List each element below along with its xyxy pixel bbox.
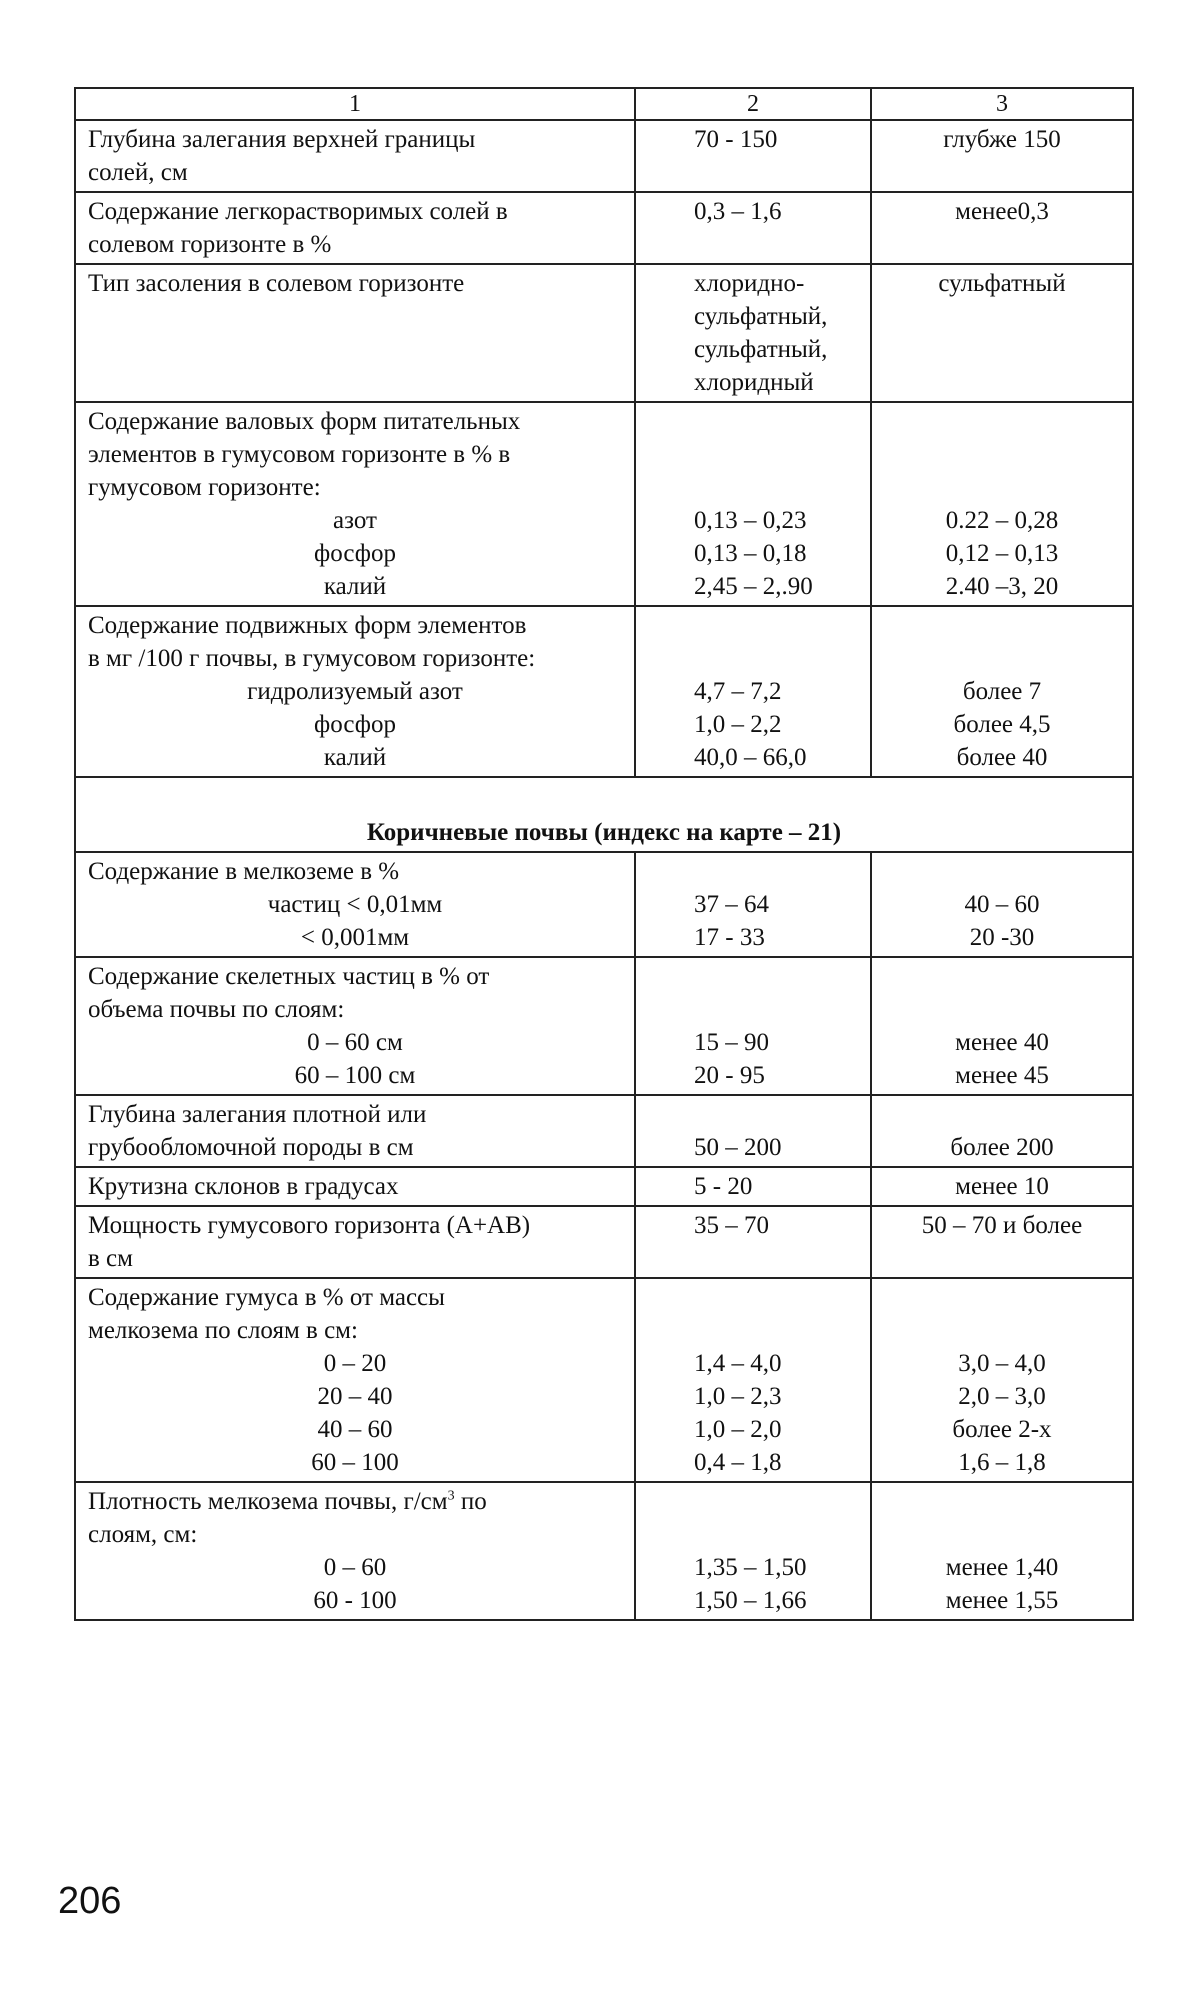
section-title: Коричневые почвы (индекс на карте – 21) xyxy=(75,777,1133,852)
cell-line: 40 – 60 xyxy=(964,891,1040,918)
value-cell-2 xyxy=(635,606,871,777)
table-row xyxy=(75,402,1133,606)
cell-line: 1,4 – 4,0 xyxy=(694,1350,782,1377)
cell-line: 3,0 – 4,0 xyxy=(958,1350,1046,1377)
parameter-cell xyxy=(75,852,635,957)
cell-line: 40,0 – 66,0 xyxy=(694,744,807,771)
cell-line: менее 1,55 xyxy=(945,1587,1059,1614)
parameter-cell xyxy=(75,1206,635,1278)
parameter-cell xyxy=(75,1095,635,1167)
label-text: по xyxy=(454,1488,487,1515)
soil-parameters-table xyxy=(74,87,1134,1621)
cell-line: Содержание подвижных форм элементов xyxy=(88,612,527,639)
header-cell: 2 xyxy=(635,88,871,120)
cell-line: 1,0 – 2,3 xyxy=(694,1383,782,1410)
cell-line: 1,35 – 1,50 xyxy=(694,1554,807,1581)
value-cell-3 xyxy=(871,1167,1133,1206)
table-row xyxy=(75,1095,1133,1167)
value-cell-3 xyxy=(871,264,1133,402)
cell-line xyxy=(694,1098,858,1131)
cell-line: менее 45 xyxy=(955,1062,1049,1089)
value-cell-2 xyxy=(635,402,871,606)
cell-line: 0,4 – 1,8 xyxy=(694,1449,782,1476)
cell-line: 2,45 – 2,.90 xyxy=(694,573,813,600)
cell-line xyxy=(694,609,858,642)
cell-line: 0,3 – 1,6 xyxy=(694,198,782,225)
parameter-cell xyxy=(75,192,635,264)
cell-line: элементов в гумусовом горизонте в % в xyxy=(88,441,511,468)
parameter-cell xyxy=(75,402,635,606)
section-header-row xyxy=(75,777,1133,852)
cell-line xyxy=(884,1314,1120,1347)
cell-line: 2.40 –3, 20 xyxy=(945,573,1059,600)
value-cell-2 xyxy=(635,1206,871,1278)
cell-line: 50 – 70 и более xyxy=(921,1212,1083,1239)
cell-line: Глубина залегания верхней границы xyxy=(88,126,476,153)
cell-line xyxy=(694,993,858,1026)
cell-line: более 40 xyxy=(956,744,1048,771)
cell-line: 60 – 100 xyxy=(311,1449,399,1476)
cell-line: более 2-х xyxy=(952,1416,1052,1443)
header-cell: 1 xyxy=(75,88,635,120)
cell-line: менее0,3 xyxy=(955,198,1049,225)
cell-line: Содержание легкорастворимых солей в xyxy=(88,198,508,225)
cell-line xyxy=(694,438,858,471)
cell-line: 60 - 100 xyxy=(313,1587,397,1614)
cell-line xyxy=(694,855,858,888)
table-row xyxy=(75,1278,1133,1482)
table-row xyxy=(75,120,1133,192)
cell-line: 15 – 90 xyxy=(694,1029,769,1056)
cell-line: 50 – 200 xyxy=(694,1134,782,1161)
value-cell-3 xyxy=(871,1206,1133,1278)
cell-line: Тип засоления в солевом горизонте xyxy=(88,270,465,297)
cell-line: слоям, см: xyxy=(88,1521,198,1548)
cell-line: хлоридный xyxy=(694,369,814,396)
cell-line xyxy=(884,609,1120,642)
cell-line: в см xyxy=(88,1245,133,1272)
cell-line xyxy=(884,1518,1120,1551)
value-cell-2 xyxy=(635,1278,871,1482)
parameter-cell xyxy=(75,606,635,777)
cell-line xyxy=(694,405,858,438)
cell-line xyxy=(694,642,858,675)
value-cell-2 xyxy=(635,192,871,264)
cell-line: 5 - 20 xyxy=(694,1173,753,1200)
cell-line xyxy=(694,1314,858,1347)
parameter-cell xyxy=(75,120,635,192)
cell-line: более 7 xyxy=(962,678,1042,705)
cell-line: Мощность гумусового горизонта (А+АВ) xyxy=(88,1212,531,1239)
cell-line: более 4,5 xyxy=(953,711,1051,738)
table-row xyxy=(75,1167,1133,1206)
value-cell-3 xyxy=(871,1095,1133,1167)
cell-line: мелкозема по слоям в см: xyxy=(88,1317,358,1344)
cell-line xyxy=(694,471,858,504)
cell-line: Содержание в мелкоземе в % xyxy=(88,858,400,885)
cell-line xyxy=(884,1281,1120,1314)
cell-line: Содержание гумуса в % от массы xyxy=(88,1284,445,1311)
cell-line: сульфатный, xyxy=(694,336,828,363)
value-cell-3 xyxy=(871,1482,1133,1620)
parameter-cell xyxy=(75,1167,635,1206)
table-row xyxy=(75,264,1133,402)
cell-line: солей, см xyxy=(88,159,188,186)
cell-line: 1,0 – 2,2 xyxy=(694,711,782,738)
cell-line: 37 – 64 xyxy=(694,891,769,918)
cell-line: частиц < 0,01мм xyxy=(267,891,443,918)
cell-line: 70 - 150 xyxy=(694,126,778,153)
header-cell: 3 xyxy=(871,88,1133,120)
cell-line xyxy=(884,1485,1120,1518)
cell-line: азот xyxy=(333,507,377,534)
cell-line: Крутизна склонов в градусах xyxy=(88,1173,399,1200)
page-number: 206 xyxy=(58,1880,122,1922)
cell-line: в мг /100 г почвы, в гумусовом горизонте: xyxy=(88,645,536,672)
cell-line: калий xyxy=(323,744,387,771)
cell-line: < 0,001мм xyxy=(300,924,410,951)
cell-line: менее 1,40 xyxy=(945,1554,1059,1581)
value-cell-2 xyxy=(635,1482,871,1620)
cell-line xyxy=(884,438,1120,471)
cell-line xyxy=(694,1485,858,1518)
value-cell-3 xyxy=(871,852,1133,957)
cell-line: сульфатный, xyxy=(694,303,828,330)
table-row xyxy=(75,1482,1133,1620)
cell-line: хлоридно- xyxy=(694,270,805,297)
cell-line: 60 – 100 см xyxy=(294,1062,416,1089)
header-row xyxy=(75,88,1133,120)
value-cell-3 xyxy=(871,606,1133,777)
cell-line xyxy=(884,993,1120,1026)
cell-line: сульфатный xyxy=(938,270,1066,297)
cell-line: 17 - 33 xyxy=(694,924,765,951)
value-cell-2 xyxy=(635,264,871,402)
parameter-cell xyxy=(75,264,635,402)
cell-line: 20 – 40 xyxy=(317,1383,393,1410)
cell-line: Содержание валовых форм питательных xyxy=(88,408,521,435)
value-cell-2 xyxy=(635,852,871,957)
cell-line: 20 - 95 xyxy=(694,1062,765,1089)
cell-line: 0.22 – 0,28 xyxy=(945,507,1059,534)
cell-line: 2,0 – 3,0 xyxy=(958,1383,1046,1410)
table-row xyxy=(75,192,1133,264)
value-cell-2 xyxy=(635,1095,871,1167)
table-row xyxy=(75,852,1133,957)
value-cell-3 xyxy=(871,192,1133,264)
cell-line xyxy=(884,405,1120,438)
cell-line xyxy=(884,855,1120,888)
cell-line: 0,12 – 0,13 xyxy=(945,540,1059,567)
parameter-cell xyxy=(75,1278,635,1482)
cell-line: гидролизуемый азот xyxy=(247,678,463,705)
cell-line xyxy=(694,960,858,993)
cell-line xyxy=(884,471,1120,504)
cell-line: более 200 xyxy=(950,1134,1054,1161)
cell-line: фосфор xyxy=(314,540,396,567)
cell-line: грубообломочной породы в см xyxy=(88,1134,414,1161)
cell-line: 0 – 60 xyxy=(323,1554,387,1581)
cell-line: объема почвы по слоям: xyxy=(88,996,345,1023)
cell-line: менее 40 xyxy=(955,1029,1049,1056)
value-cell-2 xyxy=(635,1167,871,1206)
cell-line xyxy=(694,1281,858,1314)
cell-line xyxy=(694,1518,858,1551)
cell-line: менее 10 xyxy=(955,1173,1049,1200)
value-cell-2 xyxy=(635,120,871,192)
cell-line: фосфор xyxy=(314,711,396,738)
cell-line xyxy=(884,642,1120,675)
cell-line: 4,7 – 7,2 xyxy=(694,678,782,705)
label-text: Плотность мелкозема почвы, г/см xyxy=(88,1488,448,1515)
parameter-cell xyxy=(75,1482,635,1620)
cell-line: 1,6 – 1,8 xyxy=(958,1449,1046,1476)
cell-line: 1,50 – 1,66 xyxy=(694,1587,807,1614)
cell-line: 20 -30 xyxy=(969,924,1035,951)
value-cell-3 xyxy=(871,957,1133,1095)
cell-line: калий xyxy=(323,573,387,600)
cell-line: 0,13 – 0,18 xyxy=(694,540,807,567)
cell-line xyxy=(884,960,1120,993)
cell-line: Глубина залегания плотной или xyxy=(88,1101,427,1128)
table-row xyxy=(75,957,1133,1095)
cell-line: глубже 150 xyxy=(943,126,1061,153)
cell-line: 0 – 60 см xyxy=(307,1029,403,1056)
table-row xyxy=(75,606,1133,777)
cell-line: 40 – 60 xyxy=(317,1416,393,1443)
table-row xyxy=(75,1206,1133,1278)
cell-line: 35 – 70 xyxy=(694,1212,769,1239)
cell-line: солевом горизонте в % xyxy=(88,231,332,258)
value-cell-3 xyxy=(871,1278,1133,1482)
cell-line: гумусовом горизонте: xyxy=(88,474,321,501)
parameter-cell xyxy=(75,957,635,1095)
cell-line: 0 – 20 xyxy=(323,1350,387,1377)
value-cell-2 xyxy=(635,957,871,1095)
cell-line: 1,0 – 2,0 xyxy=(694,1416,782,1443)
value-cell-3 xyxy=(871,120,1133,192)
value-cell-3 xyxy=(871,402,1133,606)
label-superscript: 3 xyxy=(447,1488,455,1504)
cell-line: Содержание скелетных частиц в % от xyxy=(88,963,490,990)
cell-line xyxy=(88,1485,622,1518)
cell-line xyxy=(884,1098,1120,1131)
cell-line: 0,13 – 0,23 xyxy=(694,507,807,534)
